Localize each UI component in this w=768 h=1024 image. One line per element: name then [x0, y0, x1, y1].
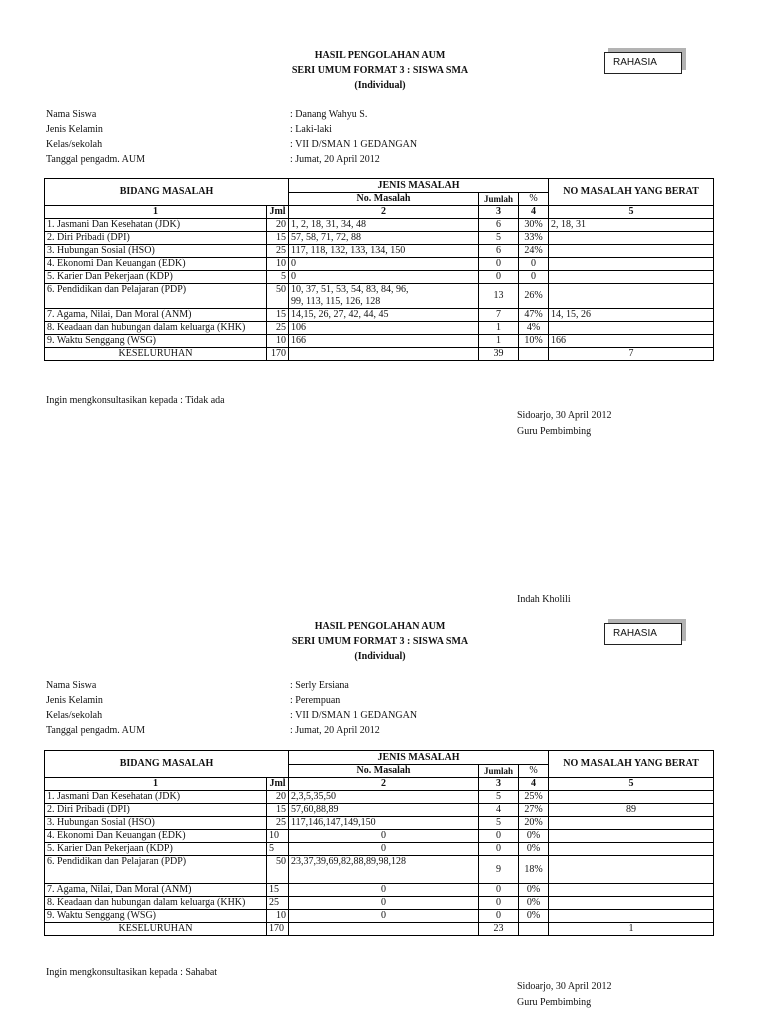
cell-jumlah: 23: [479, 923, 519, 936]
cell-persen: [519, 923, 549, 936]
table-row: [45, 884, 714, 897]
table-row: [45, 219, 714, 232]
cell-bidang: 7. Agama, Nilai, Dan Moral (ANM): [45, 309, 267, 322]
col-number: 1: [45, 778, 267, 791]
problem-table: [44, 178, 714, 361]
table-row: [45, 910, 714, 923]
cell-no-masalah: 23,37,39,69,82,88,89,98,128: [289, 856, 479, 884]
cell-persen: 0%: [519, 843, 549, 856]
cell-berat: 166: [549, 335, 714, 348]
info-value: : VII D/SMAN 1 GEDANGAN: [290, 710, 418, 721]
title-line: HASIL PENGOLAHAN AUM: [314, 621, 446, 632]
cell-no-masalah: 57, 58, 71, 72, 88: [289, 232, 479, 245]
col-number: 4: [519, 206, 549, 219]
table-total-row: [45, 923, 714, 936]
cell-no-masalah: [289, 923, 479, 936]
cell-no-masalah: [289, 284, 479, 309]
cell-berat: [549, 245, 714, 258]
info-label: Tanggal pengadm. AUM: [46, 725, 146, 736]
col-number: 3: [479, 206, 519, 219]
info-row-class: [46, 708, 417, 723]
col-number: 4: [519, 778, 549, 791]
header-jumlah: Jumlah: [479, 765, 519, 778]
table-row: [45, 843, 714, 856]
cell-no-masalah: 166: [289, 335, 479, 348]
table-row: [45, 322, 714, 335]
info-row-name: [46, 678, 417, 693]
cell-bidang: 6. Pendidikan dan Pelajaran (PDP): [45, 284, 267, 309]
cell-jumlah: 0: [479, 258, 519, 271]
cell-persen: 25%: [519, 791, 549, 804]
header-jenis: JENIS MASALAH: [289, 751, 549, 765]
title-line: (Individual): [354, 80, 406, 91]
header-no-masalah: No. Masalah: [289, 193, 479, 206]
col-number: 3: [479, 778, 519, 791]
cell-jumlah: 0: [479, 843, 519, 856]
signature-role: Guru Pembimbing: [517, 426, 592, 437]
title-line: HASIL PENGOLAHAN AUM: [314, 50, 446, 61]
cell-no-masalah: 0: [289, 884, 479, 897]
cell-jumlah: 1: [479, 322, 519, 335]
cell-jml: 25: [267, 817, 289, 830]
info-label: Jenis Kelamin: [46, 124, 103, 135]
cell-persen: [519, 348, 549, 361]
cell-jumlah: 5: [479, 817, 519, 830]
cell-persen: 0: [519, 271, 549, 284]
cell-total-label: KESELURUHAN: [45, 923, 267, 936]
cell-berat: [549, 884, 714, 897]
cell-jumlah: 5: [479, 791, 519, 804]
col-number: 2: [289, 778, 479, 791]
info-label: Nama Siswa: [46, 680, 97, 691]
cell-berat: [549, 843, 714, 856]
cell-jumlah: 0: [479, 910, 519, 923]
table-row: [45, 271, 714, 284]
cell-jumlah: 9: [479, 856, 519, 884]
report-title: [240, 48, 520, 93]
cell-jml: 170: [267, 348, 289, 361]
table-row: [45, 791, 714, 804]
header-persen: %: [519, 193, 549, 206]
info-value: : VII D/SMAN 1 GEDANGAN: [290, 139, 418, 150]
cell-no-masalah: 0: [289, 843, 479, 856]
header-berat: NO MASALAH YANG BERAT: [549, 179, 714, 206]
cell-persen: 0%: [519, 830, 549, 843]
cell-berat: [549, 284, 714, 309]
cell-bidang: 3. Hubungan Sosial (HSO): [45, 245, 267, 258]
cell-berat: [549, 817, 714, 830]
col-number: 5: [549, 206, 714, 219]
header-persen: %: [519, 765, 549, 778]
cell-jml: 50: [267, 856, 289, 884]
cell-bidang: 3. Hubungan Sosial (HSO): [45, 817, 267, 830]
header-bidang: BIDANG MASALAH: [45, 179, 289, 206]
consult-note: Ingin mengkonsultasikan kepada : Tidak ada: [46, 395, 225, 406]
table-total-row: [45, 348, 714, 361]
cell-bidang: 8. Keadaan dan hubungan dalam keluarga (KHK): [45, 897, 267, 910]
cell-persen: 24%: [519, 245, 549, 258]
cell-bidang: 2. Diri Pribadi (DPI): [45, 804, 267, 817]
cell-no-masalah: 2,3,5,35,50: [289, 791, 479, 804]
info-row-gender: [46, 122, 417, 137]
no-masalah-line: 10, 37, 51, 53, 54, 83, 84, 96,: [291, 284, 409, 295]
cell-no-masalah: 117, 118, 132, 133, 134, 150: [289, 245, 479, 258]
cell-jml: 15: [267, 232, 289, 245]
cell-jumlah: 0: [479, 830, 519, 843]
info-row-date: [46, 152, 417, 167]
cell-jml: 20: [267, 219, 289, 232]
table-row: [45, 830, 714, 843]
report-title: [240, 619, 520, 664]
cell-berat: 89: [549, 804, 714, 817]
cell-persen: 4%: [519, 322, 549, 335]
cell-jumlah: 13: [479, 284, 519, 309]
cell-berat: 2, 18, 31: [549, 219, 714, 232]
cell-no-masalah: [289, 348, 479, 361]
cell-jumlah: 4: [479, 804, 519, 817]
cell-berat: 1: [549, 923, 714, 936]
table-row: [45, 335, 714, 348]
info-value: : Jumat, 20 April 2012: [290, 154, 380, 165]
info-label: Kelas/sekolah: [46, 710, 103, 721]
consult-note: Ingin mengkonsultasikan kepada : Sahabat: [46, 967, 218, 978]
cell-persen: 20%: [519, 817, 549, 830]
cell-persen: 18%: [519, 856, 549, 884]
cell-no-masalah: 106: [289, 322, 479, 335]
info-label: Tanggal pengadm. AUM: [46, 154, 146, 165]
info-row-name: [46, 107, 417, 122]
header-jumlah: Jumlah: [479, 193, 519, 206]
cell-bidang: 4. Ekonomi Dan Keuangan (EDK): [45, 258, 267, 271]
cell-bidang: 6. Pendidikan dan Pelajaran (PDP): [45, 856, 267, 884]
header-jenis: JENIS MASALAH: [289, 179, 549, 193]
cell-no-masalah: 0: [289, 271, 479, 284]
cell-persen: 33%: [519, 232, 549, 245]
col-number: 1: [45, 206, 267, 219]
cell-jml: 25: [267, 322, 289, 335]
cell-jml: 5: [267, 843, 289, 856]
cell-berat: [549, 232, 714, 245]
cell-jml: 20: [267, 791, 289, 804]
cell-persen: 27%: [519, 804, 549, 817]
info-value: : Serly Ersiana: [290, 680, 349, 691]
cell-berat: [549, 258, 714, 271]
cell-jml: 5: [267, 271, 289, 284]
info-label: Kelas/sekolah: [46, 139, 103, 150]
cell-bidang: 9. Waktu Senggang (WSG): [45, 910, 267, 923]
cell-total-label: KESELURUHAN: [45, 348, 267, 361]
cell-jml: 10: [267, 335, 289, 348]
no-masalah-line: 99, 113, 115, 126, 128: [291, 296, 381, 307]
cell-jml: 25: [267, 245, 289, 258]
info-label: Jenis Kelamin: [46, 695, 103, 706]
cell-bidang: 4. Ekonomi Dan Keuangan (EDK): [45, 830, 267, 843]
cell-jml: 10: [267, 830, 289, 843]
cell-persen: 30%: [519, 219, 549, 232]
cell-persen: 0: [519, 258, 549, 271]
cell-jumlah: 7: [479, 309, 519, 322]
col-number: 5: [549, 778, 714, 791]
table-row: [45, 258, 714, 271]
header-berat: NO MASALAH YANG BERAT: [549, 751, 714, 778]
cell-jumlah: 6: [479, 219, 519, 232]
info-value: : Jumat, 20 April 2012: [290, 725, 380, 736]
cell-bidang: 5. Karier Dan Pekerjaan (KDP): [45, 843, 267, 856]
signature-name: Indah Kholili: [517, 594, 571, 605]
cell-no-masalah: 0: [289, 830, 479, 843]
cell-bidang: 2. Diri Pribadi (DPI): [45, 232, 267, 245]
info-row-class: [46, 137, 417, 152]
cell-jumlah: 6: [479, 245, 519, 258]
cell-no-masalah: 0: [289, 910, 479, 923]
cell-bidang: 1. Jasmani Dan Kesehatan (JDK): [45, 219, 267, 232]
cell-no-masalah: 1, 2, 18, 31, 34, 48: [289, 219, 479, 232]
table-row: [45, 284, 714, 309]
cell-berat: 14, 15, 26: [549, 309, 714, 322]
student-info: [46, 678, 417, 738]
signature-place-date: Sidoarjo, 30 April 2012: [517, 981, 612, 992]
cell-jumlah: 1: [479, 335, 519, 348]
title-line: SERI UMUM FORMAT 3 : SISWA SMA: [291, 636, 469, 647]
cell-berat: [549, 830, 714, 843]
col-number: 2: [289, 206, 479, 219]
cell-jumlah: 0: [479, 897, 519, 910]
cell-jml: 170: [267, 923, 289, 936]
table-row: [45, 245, 714, 258]
col-jml: Jml: [267, 778, 289, 791]
cell-berat: [549, 856, 714, 884]
student-info: [46, 107, 417, 167]
info-value: : Laki-laki: [290, 124, 332, 135]
cell-jml: 10: [267, 258, 289, 271]
cell-berat: [549, 271, 714, 284]
cell-bidang: 9. Waktu Senggang (WSG): [45, 335, 267, 348]
col-jml: Jml: [267, 206, 289, 219]
cell-no-masalah: 117,146,147,149,150: [289, 817, 479, 830]
signature-place-date: Sidoarjo, 30 April 2012: [517, 410, 612, 421]
info-value: : Danang Wahyu S.: [290, 109, 368, 120]
cell-persen: 10%: [519, 335, 549, 348]
cell-no-masalah: 0: [289, 258, 479, 271]
cell-jumlah: 0: [479, 271, 519, 284]
cell-berat: [549, 910, 714, 923]
signature-role: Guru Pembimbing: [517, 997, 592, 1008]
info-row-gender: [46, 693, 417, 708]
cell-berat: [549, 791, 714, 804]
cell-berat: [549, 322, 714, 335]
table-row: [45, 817, 714, 830]
cell-jml: 25: [267, 897, 289, 910]
confidential-badge: RAHASIA: [604, 623, 682, 645]
cell-no-masalah: 14,15, 26, 27, 42, 44, 45: [289, 309, 479, 322]
confidential-badge: RAHASIA: [604, 52, 682, 74]
cell-jml: 15: [267, 804, 289, 817]
cell-bidang: 1. Jasmani Dan Kesehatan (JDK): [45, 791, 267, 804]
info-value: : Perempuan: [290, 695, 341, 706]
title-line: SERI UMUM FORMAT 3 : SISWA SMA: [291, 65, 469, 76]
cell-bidang: 8. Keadaan dan hubungan dalam keluarga (KHK): [45, 322, 267, 335]
cell-persen: 26%: [519, 284, 549, 309]
cell-persen: 0%: [519, 897, 549, 910]
table-row: [45, 309, 714, 322]
table-row: [45, 856, 714, 884]
cell-jumlah: 5: [479, 232, 519, 245]
problem-table: [44, 750, 714, 936]
cell-jumlah: 39: [479, 348, 519, 361]
cell-berat: [549, 897, 714, 910]
cell-jml: 50: [267, 284, 289, 309]
cell-jml: 15: [267, 309, 289, 322]
cell-no-masalah: 0: [289, 897, 479, 910]
title-line: (Individual): [354, 651, 406, 662]
table-row: [45, 897, 714, 910]
table-row: [45, 804, 714, 817]
cell-jml: 10: [267, 910, 289, 923]
cell-bidang: 5. Karier Dan Pekerjaan (KDP): [45, 271, 267, 284]
cell-jml: 15: [267, 884, 289, 897]
cell-persen: 47%: [519, 309, 549, 322]
cell-persen: 0%: [519, 910, 549, 923]
cell-persen: 0%: [519, 884, 549, 897]
cell-berat: 7: [549, 348, 714, 361]
header-no-masalah: No. Masalah: [289, 765, 479, 778]
info-row-date: [46, 723, 417, 738]
table-row: [45, 232, 714, 245]
cell-jumlah: 0: [479, 884, 519, 897]
cell-bidang: 7. Agama, Nilai, Dan Moral (ANM): [45, 884, 267, 897]
info-label: Nama Siswa: [46, 109, 97, 120]
header-bidang: BIDANG MASALAH: [45, 751, 289, 778]
cell-no-masalah: 57,60,88,89: [289, 804, 479, 817]
